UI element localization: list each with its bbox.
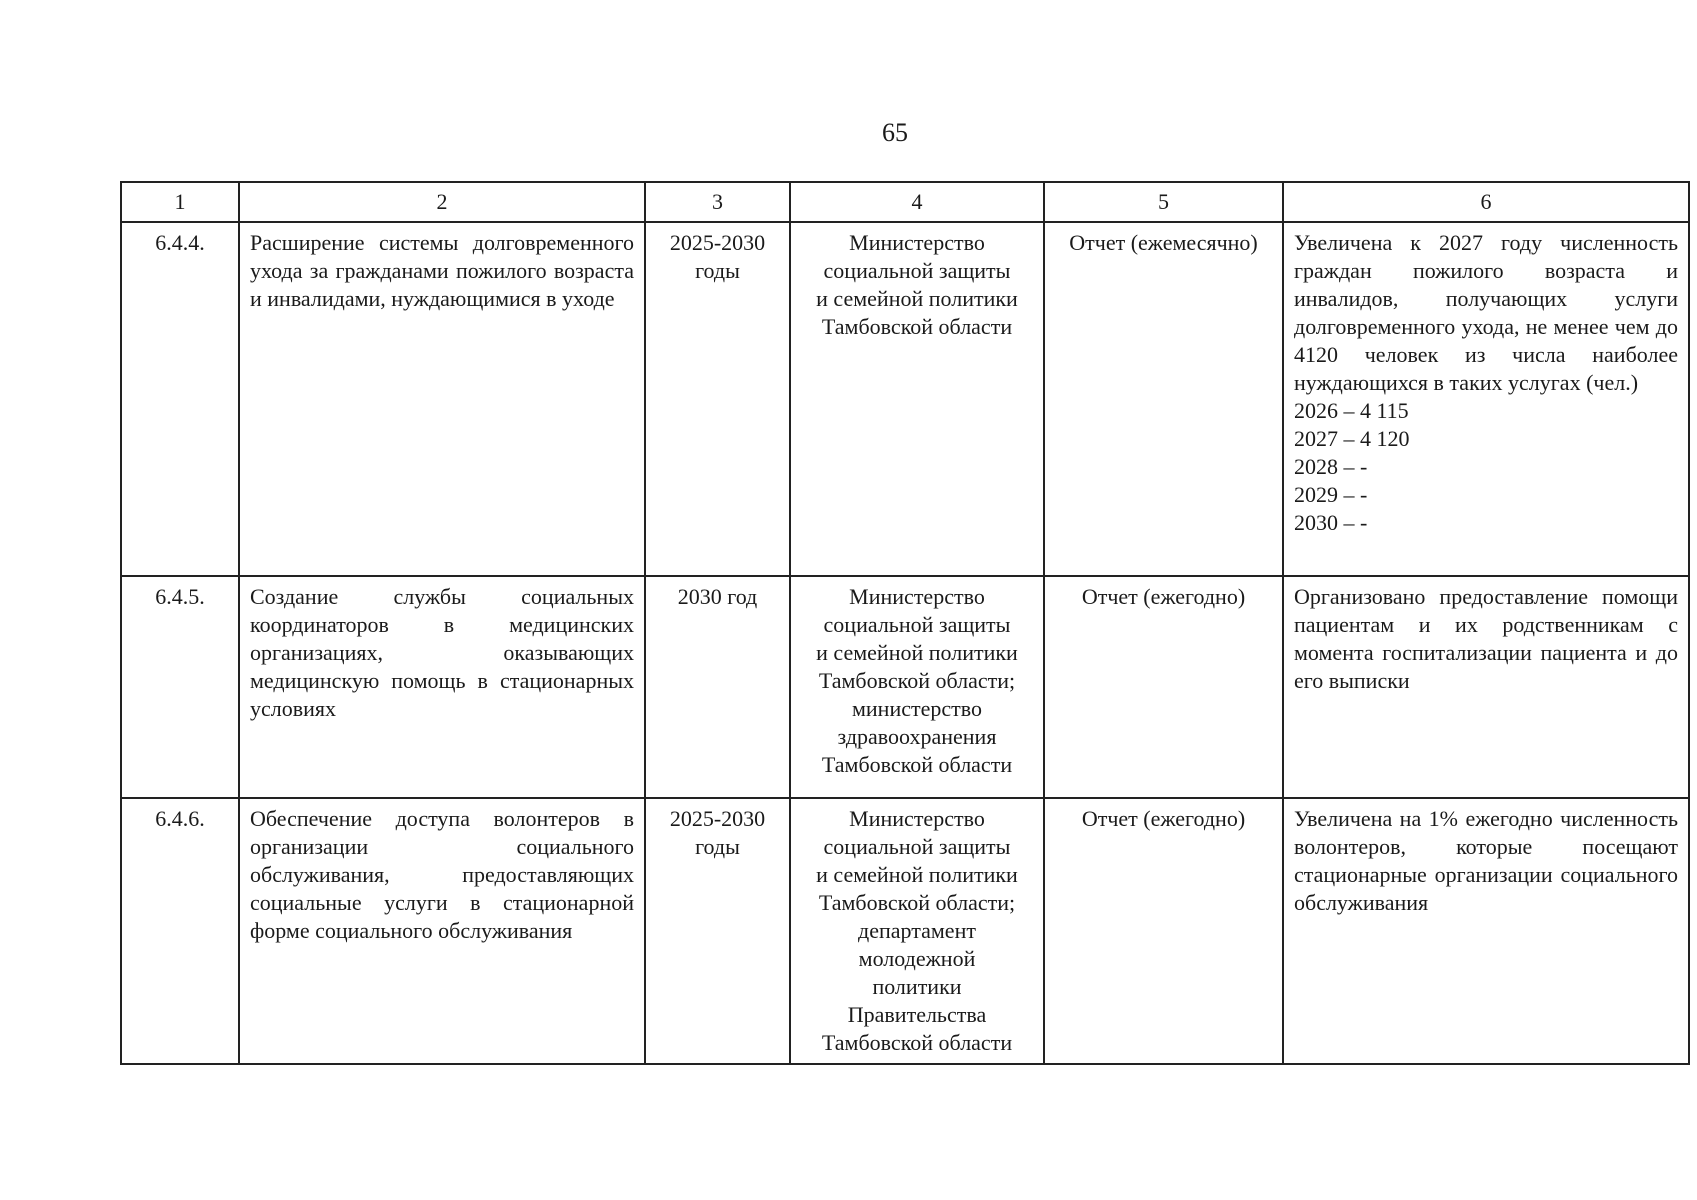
measure-name: Обеспечение доступа волонтеров в организации социального обслуживания, предоставляющих социальные услуги в стационарной форме социального обслуживания [239,798,645,1064]
executor-line: и семейной политики [816,862,1018,887]
executor-line: Правительства [847,1002,987,1027]
result-value: 2028 – - [1294,454,1368,479]
measure-executor [790,798,1044,1064]
measure-term [645,798,790,1064]
column-header: 4 [790,182,1044,222]
column-header: 6 [1283,182,1689,222]
executor-line: Тамбовской области [821,752,1013,777]
executor-line: социальной защиты [823,612,1011,637]
result-value: 2029 – - [1294,482,1368,507]
measure-result [1283,222,1689,576]
term-line: годы [695,834,740,859]
executor-line: департамент [858,918,976,943]
term-line: годы [695,258,740,283]
term-line: 2025-2030 [669,230,766,255]
measure-report: Отчет (ежемесячно) [1044,222,1283,576]
measure-result: Увеличена на 1% ежегодно численность волонтеров, которые посещают стационарные организации социального обслуживания [1283,798,1689,1064]
measures-table [120,181,1690,1065]
executor-line: Тамбовской области; [818,668,1016,693]
result-text: Увеличена к 2027 году численность граждан пожилого возраста и инвалидов, получающих услуги долговременного ухода, не менее чем до 4120 человек из числа наиболее нуждающихся в таких услугах (чел.) [1294,230,1678,395]
result-value: 2026 – 4 115 [1294,398,1409,423]
executor-line: и семейной политики [816,640,1018,665]
measure-term [645,222,790,576]
executor-line: Министерство [849,230,985,255]
measure-executor [790,576,1044,798]
executor-line: и семейной политики [816,286,1018,311]
term-line: 2025-2030 [669,806,766,831]
executor-line: здравоохранения [837,724,997,749]
measure-number: 6.4.5. [121,576,239,798]
executor-line: Тамбовской области [821,314,1013,339]
result-value: 2027 – 4 120 [1294,426,1410,451]
measure-executor [790,222,1044,576]
executor-line: Тамбовской области [821,1030,1013,1055]
executor-line: социальной защиты [823,834,1011,859]
measure-report: Отчет (ежегодно) [1044,576,1283,798]
measure-name: Расширение системы долговременного ухода за гражданами пожилого возраста и инвалидами, нуждающимися в уходе [239,222,645,576]
column-header: 1 [121,182,239,222]
table-row [121,798,1689,1064]
measure-result: Организовано предоставление помощи пациентам и их родственникам с момента госпитализации пациента и до его выписки [1283,576,1689,798]
executor-line: молодежной [858,946,976,971]
executor-line: социальной защиты [823,258,1011,283]
table-row [121,222,1689,576]
result-value: 2030 – - [1294,510,1368,535]
column-header: 5 [1044,182,1283,222]
measure-report: Отчет (ежегодно) [1044,798,1283,1064]
executor-line: Министерство [849,806,985,831]
measure-name: Создание службы социальных координаторов в медицинских организациях, оказывающих медицинскую помощь в стационарных условиях [239,576,645,798]
page-number: 65 [882,118,908,147]
executor-line: политики [872,974,962,999]
measure-number: 6.4.4. [121,222,239,576]
executor-line: Министерство [849,584,985,609]
table-header-row [121,182,1689,222]
result-values [1294,397,1678,537]
executor-line: министерство [851,696,982,721]
measure-number: 6.4.6. [121,798,239,1064]
column-header: 2 [239,182,645,222]
measure-term [645,576,790,798]
column-header: 3 [645,182,790,222]
executor-line: Тамбовской области; [818,890,1016,915]
table-row [121,576,1689,798]
term-line: 2030 год [677,584,758,609]
